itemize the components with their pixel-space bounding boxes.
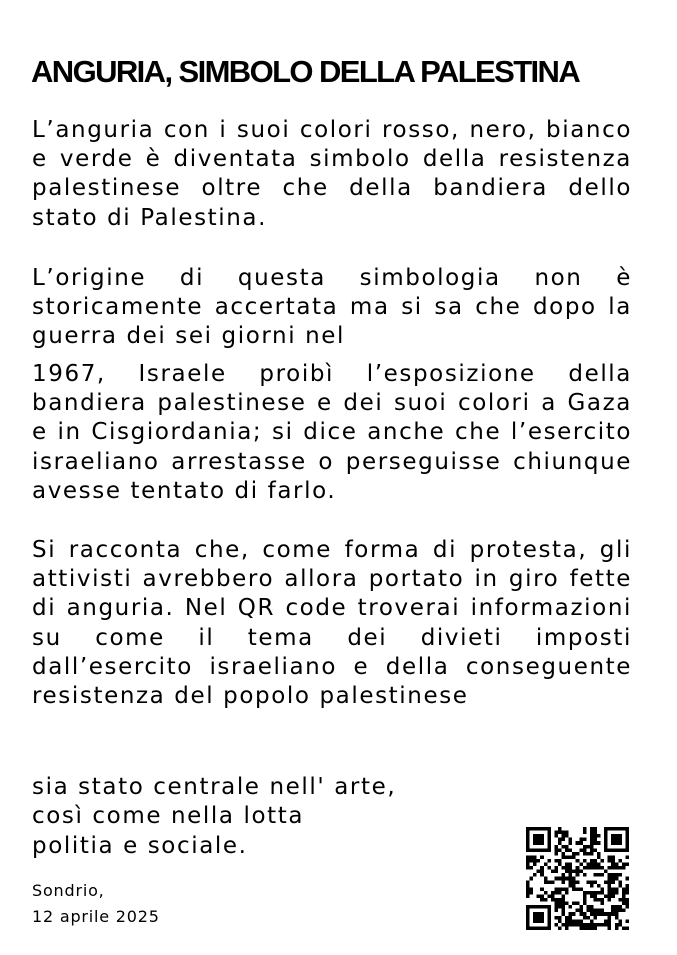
- paragraph-origin: L’origine di questa simbologia non è storicamente accertata ma si sa che dopo la guerra dei sei giorni nel: [32, 265, 632, 350]
- paragraph-protest: Si racconta che, come forma di protesta, gli attivisti avrebbero allora portato in giro fette di anguria. Nel QR code troverai informazioni su come il tema dei divieti imposti dall’esercito israeliano e della conseguente resistenza del popolo palestinese: [32, 537, 632, 710]
- closing-line: così come nella lotta: [32, 803, 305, 829]
- signature-date: 12 aprile 2025: [32, 907, 160, 926]
- closing-line: sia stato centrale nell' arte,: [32, 774, 397, 800]
- signature-place: Sondrio,: [32, 881, 105, 900]
- page-title: ANGURIA, SIMBOLO DELLA PALESTINA: [31, 54, 580, 89]
- closing-line: politia e sociale.: [32, 833, 248, 859]
- paragraph-intro: L’anguria con i suoi colori rosso, nero, bianco e verde è diventata simbolo della resistenza palestinese oltre che della bandiera dello stato di Palestina.: [32, 117, 632, 231]
- qr-code-icon[interactable]: [526, 827, 629, 930]
- paragraph-ban: 1967, Israele proibì l’esposizione della bandiera palestinese e dei suoi colori a Gaza e in Cisgiordania; si dice anche che l’esercito israeliano arrestasse o perseguisse chiunque avesse tentato di farlo.: [32, 361, 632, 504]
